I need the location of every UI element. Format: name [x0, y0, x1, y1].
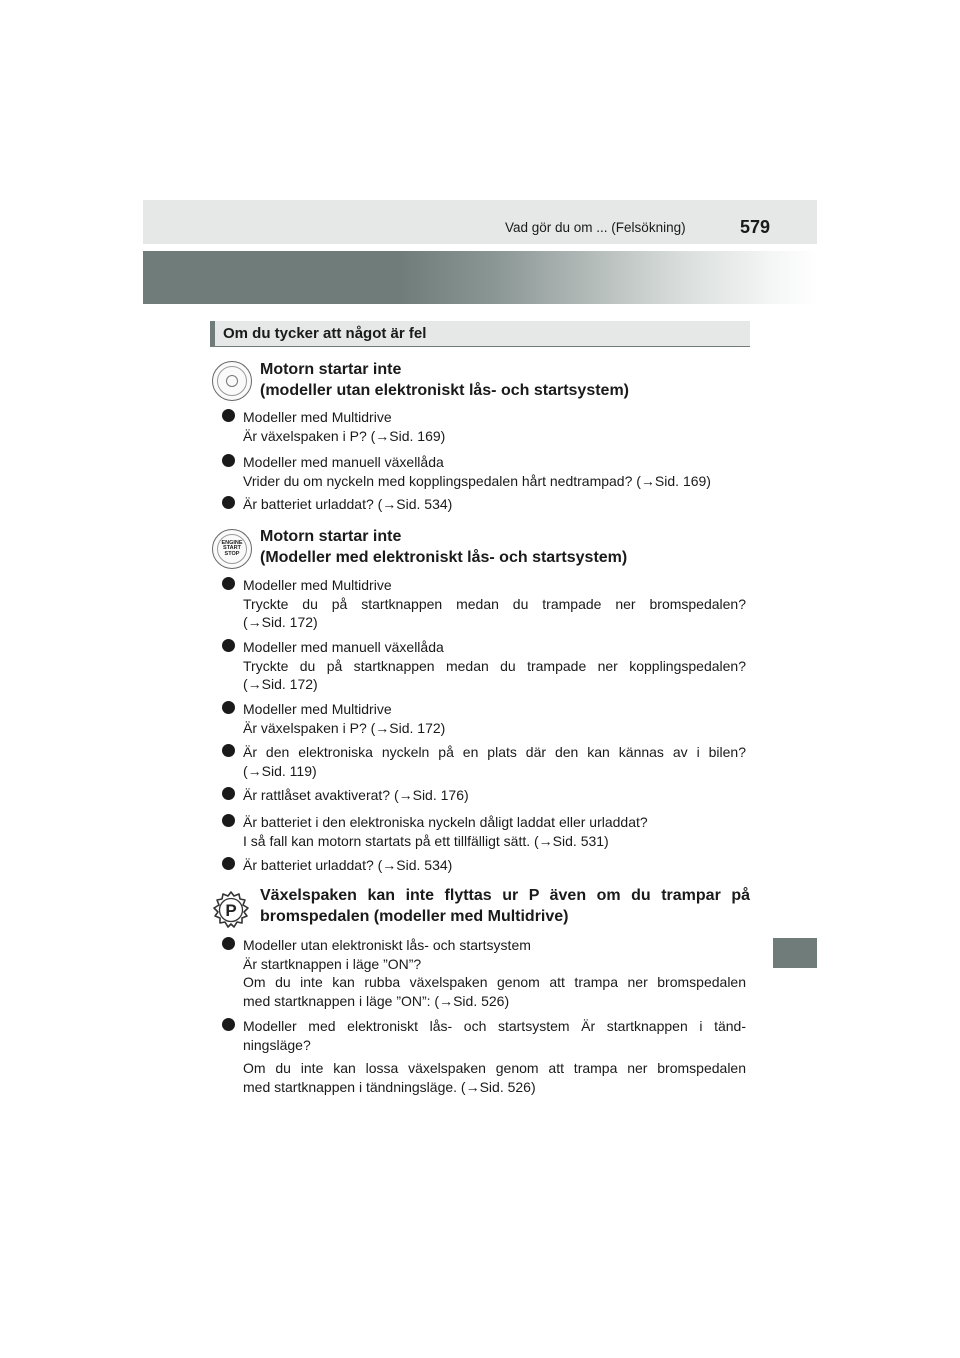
- list-item: [222, 813, 746, 850]
- item-line: Är batteriet i den elektroniska nyckeln dåligt laddat eller urladdat?: [243, 814, 648, 830]
- list-item: [222, 700, 746, 737]
- item-line: ningsläge?: [243, 1036, 311, 1053]
- item-line: Tryckte du på startknappen medan du trampade ner kopplingspedalen?: [243, 657, 746, 674]
- gear-p-warning-icon: [211, 890, 251, 930]
- list-item: [222, 743, 746, 780]
- ignition-key-slot-icon: [217, 366, 247, 396]
- bullet-icon: [222, 639, 235, 652]
- ignition-key-switch-icon: [212, 361, 252, 401]
- bullet-icon: [222, 857, 235, 870]
- list-item: [222, 786, 746, 805]
- section-heading-text: Om du tycker att något är fel: [223, 325, 427, 342]
- list-item: [222, 936, 746, 1010]
- item-line: Modeller med Multidrive: [243, 577, 392, 593]
- topic-title-line: Motorn startar inte: [260, 361, 402, 378]
- item-line: (→Sid. 172): [243, 676, 318, 692]
- bullet-icon: [222, 409, 235, 422]
- chapter-banner: [143, 251, 817, 304]
- item-line: med startknappen i läge ”ON”: (→Sid. 526): [243, 992, 510, 1009]
- topic-title-line: Motorn startar inte: [260, 528, 402, 545]
- topic-title-line: Växelspaken kan inte flyttas ur P även om du trampar på: [260, 887, 750, 904]
- list-item: [222, 638, 746, 694]
- bullet-icon: [222, 744, 235, 757]
- item-line: Är startknappen i läge ”ON”?: [243, 955, 422, 972]
- list-item: [222, 408, 746, 445]
- item-line: Är växelspaken i P? (→Sid. 169): [243, 427, 446, 444]
- topic-title-line: (Modeller med elektroniskt lås- och startsystem): [260, 549, 628, 566]
- icon-text: STOP: [224, 550, 240, 557]
- section-heading-accent: [210, 321, 215, 346]
- icon-text: START: [223, 545, 241, 552]
- bullet-icon: [222, 577, 235, 590]
- item-line: Om du inte kan lossa växelspaken genom att trampa ner bromspedalen: [243, 1060, 746, 1076]
- icon-text: ENGINE: [221, 539, 243, 546]
- list-item: [222, 453, 746, 490]
- start-button-face: [217, 534, 247, 564]
- item-line: Tryckte du på startknappen medan du trampade ner bromspedalen?: [243, 595, 746, 612]
- item-line: Är den elektroniska nyckeln på en plats där den kan kännas av i bilen?: [243, 744, 746, 760]
- section-heading: [210, 321, 750, 347]
- item-line: Är batteriet urladdat? (→Sid. 534): [243, 857, 453, 873]
- item-line: Modeller med elektroniskt lås- och startsystem Är startknappen i tänd-: [243, 1018, 746, 1034]
- item-line: Modeller med Multidrive: [243, 701, 392, 717]
- item-line: (→Sid. 119): [243, 762, 317, 779]
- item-paragraph: [243, 1059, 746, 1096]
- topic-title: [260, 526, 750, 568]
- bullet-icon: [222, 937, 235, 950]
- item-line: Modeller med Multidrive: [243, 409, 392, 425]
- item-line: Modeller med manuell växellåda: [243, 454, 444, 470]
- item-line: Är batteriet urladdat? (→Sid. 534): [243, 496, 453, 512]
- list-item: [222, 576, 746, 632]
- bullet-icon: [222, 496, 235, 509]
- list-item: [222, 495, 746, 514]
- item-line: Modeller utan elektroniskt lås- och startsystem: [243, 937, 531, 953]
- header-bar: [143, 200, 817, 244]
- list-item: [222, 856, 746, 875]
- page-number: 579: [740, 217, 771, 237]
- topic-title: [260, 359, 750, 401]
- list-item: [222, 1017, 746, 1096]
- bullet-icon: [222, 1018, 235, 1031]
- icon-text: P: [225, 901, 237, 920]
- topic-title-line: bromspedalen (modeller med Multidrive): [260, 908, 569, 925]
- bullet-icon: [222, 454, 235, 467]
- item-line: (→Sid. 172): [243, 614, 318, 630]
- header-title: Vad gör du om ... (Felsökning): [505, 220, 686, 235]
- item-line: Om du inte kan rubba växelspaken genom att trampa ner bromspedalen: [243, 974, 746, 990]
- item-line: Modeller med manuell växellåda: [243, 639, 444, 655]
- item-line: Är rattlåset avaktiverat? (→Sid. 176): [243, 787, 469, 803]
- bullet-icon: [222, 787, 235, 800]
- topic-title-line: (modeller utan elektroniskt lås- och startsystem): [260, 382, 629, 399]
- item-line: Är växelspaken i P? (→Sid. 172): [243, 719, 446, 736]
- topic-title: [260, 885, 750, 927]
- engine-start-stop-button-icon: [212, 529, 252, 569]
- chapter-side-tab: [773, 938, 817, 968]
- item-line: med startknappen i tändningsläge. (→Sid. 526): [243, 1078, 536, 1095]
- item-line: I så fall kan motorn startats på ett tillfälligt sätt. (→Sid. 531): [243, 832, 609, 849]
- item-line: Vrider du om nyckeln med kopplingspedalen hårt nedtrampad? (→Sid. 169): [243, 472, 711, 489]
- bullet-icon: [222, 814, 235, 827]
- bullet-icon: [222, 701, 235, 714]
